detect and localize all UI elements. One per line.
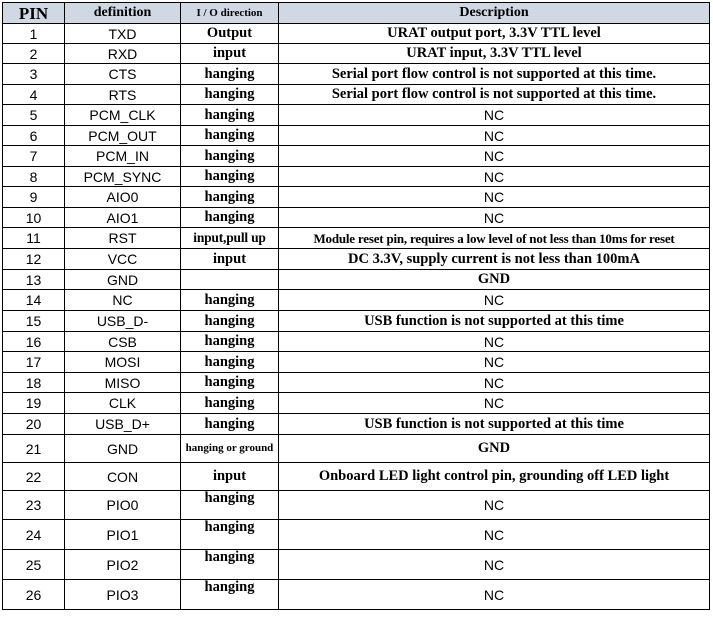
- description-cell: NC: [279, 187, 710, 208]
- io-direction-cell: hanging: [181, 167, 279, 187]
- pin-cell: 18: [3, 373, 65, 393]
- table-row: [3, 24, 710, 44]
- header-row: [3, 3, 710, 24]
- pin-cell: 9: [3, 187, 65, 208]
- table-row: [3, 126, 710, 146]
- description-cell: USB function is not supported at this time: [279, 414, 710, 435]
- definition-cell: CON: [65, 463, 181, 491]
- header-pin: PIN: [3, 3, 65, 24]
- io-direction-cell: hanging: [181, 208, 279, 228]
- pin-cell: 12: [3, 249, 65, 270]
- description-cell: USB function is not supported at this time: [279, 311, 710, 332]
- pin-cell: 4: [3, 85, 65, 105]
- io-direction-cell: hanging: [181, 64, 279, 85]
- definition-cell: CTS: [65, 64, 181, 85]
- definition-cell: GND: [65, 435, 181, 463]
- io-direction-cell: hanging: [181, 126, 279, 146]
- table-row: [3, 146, 710, 167]
- description-cell: Module reset pin, requires a low level of not less than 10ms for reset: [279, 228, 710, 249]
- pin-cell: 13: [3, 270, 65, 290]
- definition-cell: CLK: [65, 393, 181, 414]
- io-direction-cell: hanging: [181, 290, 279, 311]
- pin-cell: 2: [3, 44, 65, 64]
- io-direction-cell: hanging: [181, 85, 279, 105]
- io-direction-cell: hanging or ground: [181, 435, 279, 463]
- io-direction-cell: hanging: [181, 146, 279, 167]
- table-row: [3, 187, 710, 208]
- io-direction-cell: hanging: [181, 414, 279, 435]
- table-row: [3, 44, 710, 64]
- definition-cell: RXD: [65, 44, 181, 64]
- description-cell: NC: [279, 332, 710, 352]
- pin-cell: 6: [3, 126, 65, 146]
- pin-cell: 5: [3, 105, 65, 126]
- io-direction-cell: hanging: [181, 352, 279, 373]
- description-cell: Serial port flow control is not supported at this time.: [279, 64, 710, 85]
- pin-cell: 19: [3, 393, 65, 414]
- pin-cell: 11: [3, 228, 65, 249]
- description-cell: URAT input, 3.3V TTL level: [279, 44, 710, 64]
- table-row: [3, 270, 710, 290]
- definition-cell: RTS: [65, 85, 181, 105]
- description-cell: NC: [279, 393, 710, 414]
- description-cell: GND: [279, 435, 710, 463]
- io-direction-cell: hanging: [181, 550, 279, 580]
- table-row: [3, 208, 710, 228]
- description-cell: Serial port flow control is not supported at this time.: [279, 85, 710, 105]
- table-row: [3, 352, 710, 373]
- table-row: [3, 550, 710, 580]
- table-body: [3, 24, 710, 610]
- description-cell: NC: [279, 167, 710, 187]
- io-direction-cell: input: [181, 44, 279, 64]
- description-cell: Onboard LED light control pin, grounding off LED light: [279, 463, 710, 491]
- definition-cell: RST: [65, 228, 181, 249]
- definition-cell: TXD: [65, 24, 181, 44]
- io-direction-cell: hanging: [181, 332, 279, 352]
- description-cell: GND: [279, 270, 710, 290]
- table-row: [3, 435, 710, 463]
- pin-cell: 15: [3, 311, 65, 332]
- description-cell: NC: [279, 373, 710, 393]
- definition-cell: MOSI: [65, 352, 181, 373]
- table-row: [3, 580, 710, 610]
- header-io-direction: I / O direction: [181, 3, 279, 24]
- table-row: [3, 393, 710, 414]
- pin-cell: 7: [3, 146, 65, 167]
- description-cell: URAT output port, 3.3V TTL level: [279, 24, 710, 44]
- table-row: [3, 491, 710, 520]
- io-direction-cell: input: [181, 249, 279, 270]
- description-cell: NC: [279, 208, 710, 228]
- io-direction-cell: hanging: [181, 311, 279, 332]
- pin-cell: 24: [3, 520, 65, 550]
- definition-cell: AIO1: [65, 208, 181, 228]
- io-direction-cell: input,pull up: [181, 228, 279, 249]
- io-direction-cell: Output: [181, 24, 279, 44]
- pin-cell: 3: [3, 64, 65, 85]
- io-direction-cell: hanging: [181, 373, 279, 393]
- definition-cell: PIO2: [65, 550, 181, 580]
- pin-cell: 14: [3, 290, 65, 311]
- io-direction-cell: hanging: [181, 580, 279, 610]
- definition-cell: PIO3: [65, 580, 181, 610]
- pin-cell: 23: [3, 491, 65, 520]
- table-row: [3, 463, 710, 491]
- pin-cell: 26: [3, 580, 65, 610]
- pin-definition-table: [2, 2, 710, 610]
- pin-cell: 22: [3, 463, 65, 491]
- table-row: [3, 105, 710, 126]
- definition-cell: PCM_OUT: [65, 126, 181, 146]
- table-row: [3, 520, 710, 550]
- table-row: [3, 414, 710, 435]
- definition-cell: AIO0: [65, 187, 181, 208]
- description-cell: NC: [279, 352, 710, 373]
- header-definition: definition: [65, 3, 181, 24]
- table-row: [3, 290, 710, 311]
- description-cell: NC: [279, 290, 710, 311]
- description-cell: DC 3.3V, supply current is not less than 100mA: [279, 249, 710, 270]
- pin-cell: 8: [3, 167, 65, 187]
- pin-cell: 17: [3, 352, 65, 373]
- io-direction-cell: hanging: [181, 393, 279, 414]
- table-row: [3, 311, 710, 332]
- definition-cell: PIO0: [65, 491, 181, 520]
- pin-cell: 21: [3, 435, 65, 463]
- definition-cell: PCM_IN: [65, 146, 181, 167]
- definition-cell: PIO1: [65, 520, 181, 550]
- definition-cell: PCM_CLK: [65, 105, 181, 126]
- definition-cell: USB_D+: [65, 414, 181, 435]
- table-row: [3, 332, 710, 352]
- pin-cell: 25: [3, 550, 65, 580]
- description-cell: NC: [279, 580, 710, 610]
- definition-cell: NC: [65, 290, 181, 311]
- io-direction-cell: hanging: [181, 187, 279, 208]
- definition-cell: VCC: [65, 249, 181, 270]
- description-cell: NC: [279, 146, 710, 167]
- table-row: [3, 228, 710, 249]
- pin-cell: 16: [3, 332, 65, 352]
- definition-cell: GND: [65, 270, 181, 290]
- definition-cell: CSB: [65, 332, 181, 352]
- table-row: [3, 85, 710, 105]
- io-direction-cell: hanging: [181, 105, 279, 126]
- pin-cell: 10: [3, 208, 65, 228]
- pin-cell: 1: [3, 24, 65, 44]
- table-row: [3, 167, 710, 187]
- io-direction-cell: hanging: [181, 491, 279, 520]
- description-cell: NC: [279, 105, 710, 126]
- description-cell: NC: [279, 520, 710, 550]
- description-cell: NC: [279, 491, 710, 520]
- description-cell: NC: [279, 550, 710, 580]
- table-row: [3, 249, 710, 270]
- definition-cell: MISO: [65, 373, 181, 393]
- definition-cell: USB_D-: [65, 311, 181, 332]
- io-direction-cell: hanging: [181, 520, 279, 550]
- io-direction-cell: [181, 270, 279, 290]
- io-direction-cell: input: [181, 463, 279, 491]
- header-description: Description: [279, 3, 710, 24]
- table-row: [3, 64, 710, 85]
- pin-cell: 20: [3, 414, 65, 435]
- description-cell: NC: [279, 126, 710, 146]
- definition-cell: PCM_SYNC: [65, 167, 181, 187]
- table-row: [3, 373, 710, 393]
